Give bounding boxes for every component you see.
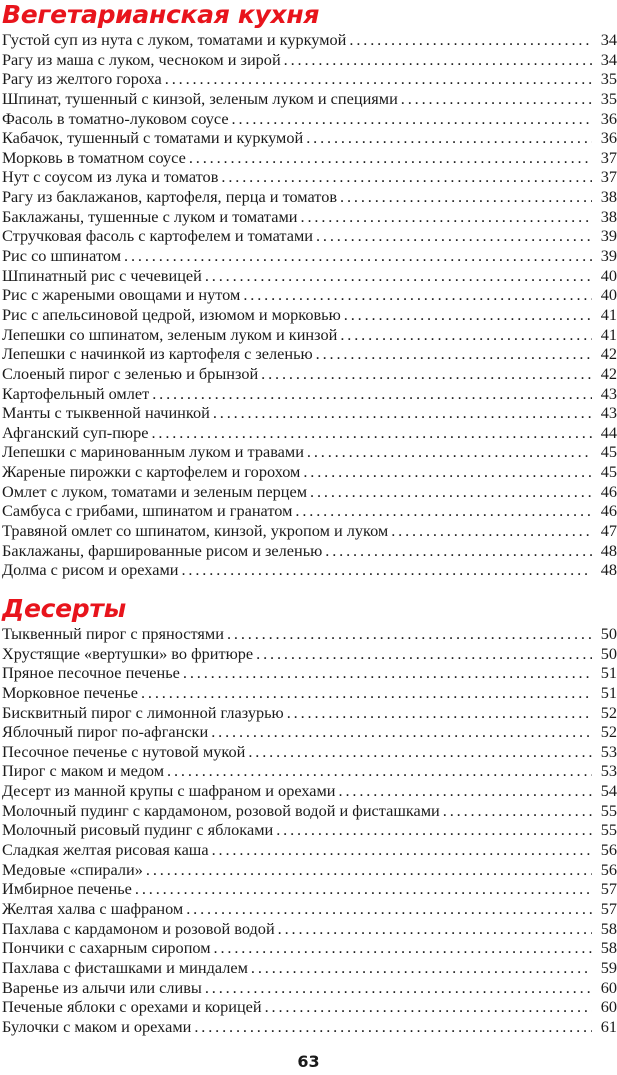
toc-entry-page: 58 — [600, 918, 617, 938]
toc-entry-title: Пахлава с кардамоном и розовой водой — [2, 918, 275, 938]
dot-leader — [146, 860, 592, 880]
toc-entry[interactable] — [0, 801, 617, 821]
toc-entry-page: 34 — [600, 49, 617, 69]
section-desserts — [0, 594, 617, 1036]
toc-entry-page: 43 — [600, 403, 617, 423]
toc-entry-page: 53 — [600, 741, 617, 761]
toc-list-vegetarian — [0, 30, 617, 580]
toc-entry-title: Молочный пудинг с кардамоном, розовой водой и фисташками — [2, 800, 440, 820]
dot-leader — [301, 207, 593, 227]
toc-list-desserts — [0, 624, 617, 1036]
toc-entry-title: Картофельный омлет — [2, 383, 150, 403]
toc-entry[interactable] — [0, 187, 617, 207]
toc-entry[interactable] — [0, 266, 617, 286]
toc-entry-title: Самбуса с грибами, шпинатом и гранатом — [2, 501, 293, 521]
toc-entry[interactable] — [0, 305, 617, 325]
toc-entry[interactable] — [0, 703, 617, 723]
toc-entry-title: Желтая халва с шафраном — [2, 898, 184, 918]
dot-leader — [214, 938, 592, 958]
toc-entry-page: 39 — [600, 226, 617, 246]
toc-entry-title: Афганский суп-пюре — [2, 422, 149, 442]
dot-leader — [251, 958, 592, 978]
toc-entry[interactable] — [0, 919, 617, 939]
toc-entry-page: 44 — [600, 422, 617, 442]
toc-entry-page: 34 — [600, 30, 617, 49]
toc-entry[interactable] — [0, 899, 617, 919]
toc-entry-page: 53 — [600, 761, 617, 781]
toc-entry-title: Кабачок, тушенный с томатами и куркумой — [2, 128, 304, 148]
toc-entry[interactable] — [0, 364, 617, 384]
toc-entry[interactable] — [0, 50, 617, 70]
toc-entry-page: 60 — [600, 997, 617, 1017]
page-number: 63 — [297, 1052, 320, 1071]
toc-entry-title: Нут с соусом из лука и томатов — [2, 167, 219, 187]
toc-entry[interactable] — [0, 501, 617, 521]
toc-entry-page: 55 — [600, 820, 617, 840]
toc-entry-page: 54 — [600, 781, 617, 801]
toc-entry-title: Рис со шпинатом — [2, 246, 122, 266]
toc-entry[interactable] — [0, 207, 617, 227]
dot-leader — [167, 761, 592, 781]
toc-entry[interactable] — [0, 30, 617, 50]
toc-entry-page: 36 — [600, 128, 617, 148]
toc-entry-page: 42 — [600, 363, 617, 383]
toc-entry-title: Омлет с луком, томатами и зеленым перцем — [2, 481, 308, 501]
toc-entry-title: Рагу из баклажанов, картофеля, перца и томатов — [2, 187, 338, 207]
toc-entry[interactable] — [0, 246, 617, 266]
toc-entry-title: Варенье из алычи или сливы — [2, 977, 202, 997]
toc-entry[interactable] — [0, 860, 617, 880]
toc-entry[interactable] — [0, 325, 617, 345]
toc-entry-title: Имбирное печенье — [2, 879, 132, 899]
section-title-desserts: Десерты — [2, 594, 126, 623]
dot-leader — [261, 364, 592, 384]
dot-leader — [232, 109, 592, 129]
toc-entry-title: Рагу из желтого гороха — [2, 69, 162, 89]
dot-leader — [205, 266, 592, 286]
dot-leader — [303, 462, 592, 482]
toc-entry-page: 50 — [600, 624, 617, 643]
toc-entry-page: 57 — [600, 879, 617, 899]
toc-entry-title: Лепешки со шпинатом, зеленым луком и кинзой — [2, 324, 338, 344]
toc-entry-title: Булочки с маком и орехами — [2, 1016, 192, 1036]
toc-entry-title: Жареные пирожки с картофелем и горохом — [2, 462, 301, 482]
toc-entry[interactable] — [0, 167, 617, 187]
toc-entry-title: Рагу из маша с луком, чесноком и зирой — [2, 49, 281, 69]
dot-leader — [339, 781, 592, 801]
toc-entry-title: Пахлава с фисташками и миндалем — [2, 957, 248, 977]
toc-entry-page: 48 — [600, 560, 617, 580]
toc-entry[interactable] — [0, 521, 617, 541]
toc-entry-title: Пирог с маком и медом — [2, 761, 165, 781]
toc-entry-page: 35 — [600, 88, 617, 108]
dot-leader — [344, 305, 592, 325]
toc-entry-page: 41 — [600, 304, 617, 324]
toc-entry-title: Рис с апельсиновой цедрой, изюмом и морковью — [2, 304, 341, 324]
toc-entry-page: 45 — [600, 442, 617, 462]
dot-leader — [212, 840, 592, 860]
dot-leader — [189, 148, 592, 168]
dot-leader — [276, 820, 592, 840]
dot-leader — [227, 624, 592, 644]
toc-entry-title: Шпинатный рис с чечевицей — [2, 265, 202, 285]
toc-entry-page: 58 — [600, 938, 617, 958]
dot-leader — [325, 541, 592, 561]
toc-entry[interactable] — [0, 997, 617, 1017]
dot-leader — [443, 801, 592, 821]
toc-entry[interactable] — [0, 482, 617, 502]
toc-entry-page: 61 — [600, 1016, 617, 1036]
toc-entry-title: Баклажаны, тушенные с луком и томатами — [2, 206, 298, 226]
dot-leader — [349, 30, 592, 50]
toc-entry-page: 41 — [600, 324, 617, 344]
toc-entry-title: Пряное песочное печенье — [2, 663, 180, 683]
toc-entry[interactable] — [0, 344, 617, 364]
dot-leader — [401, 89, 592, 109]
toc-entry-page: 35 — [600, 69, 617, 89]
toc-entry-title: Пончики с сахарным сиропом — [2, 938, 211, 958]
toc-entry[interactable] — [0, 879, 617, 899]
toc-entry-title: Лепешки с маринованным луком и травами — [2, 442, 304, 462]
dot-leader — [194, 1017, 592, 1037]
toc-entry-title: Десерт из манной крупы с шафраном и орехами — [2, 781, 336, 801]
dot-leader — [295, 501, 592, 521]
toc-entry-page: 46 — [600, 501, 617, 521]
toc-entry-page: 37 — [600, 167, 617, 187]
toc-entry-title: Хрустящие «вертушки» во фритюре — [2, 643, 254, 663]
toc-entry-title: Печеные яблоки с орехами и корицей — [2, 997, 262, 1017]
toc-entry[interactable] — [0, 403, 617, 423]
toc-entry-page: 36 — [600, 108, 617, 128]
toc-entry-page: 40 — [600, 265, 617, 285]
toc-entry-page: 52 — [600, 722, 617, 742]
toc-entry-title: Слоеный пирог с зеленью и брынзой — [2, 363, 259, 383]
toc-entry-title: Баклажаны, фаршированные рисом и зеленью — [2, 540, 323, 560]
toc-entry-title: Молочный рисовый пудинг с яблоками — [2, 820, 274, 840]
toc-entry-title: Медовые «спирали» — [2, 859, 143, 879]
toc-entry-title: Яблочный пирог по-афгански — [2, 722, 209, 742]
toc-entry-page: 46 — [600, 481, 617, 501]
toc-entry[interactable] — [0, 958, 617, 978]
toc-entry-title: Песочное печенье с нутовой мукой — [2, 741, 246, 761]
toc-entry-page: 38 — [600, 187, 617, 207]
dot-leader — [186, 899, 592, 919]
toc-entry-title: Манты с тыквенной начинкой — [2, 403, 210, 423]
dot-leader — [391, 521, 592, 541]
dot-leader — [221, 167, 592, 187]
toc-entry-title: Густой суп из нута с луком, томатами и куркумой — [2, 30, 347, 49]
toc-entry-page: 55 — [600, 800, 617, 820]
toc-entry-title: Сладкая желтая рисовая каша — [2, 840, 209, 860]
toc-entry-title: Морковное печенье — [2, 682, 138, 702]
toc-entry[interactable] — [0, 541, 617, 561]
dot-leader — [183, 663, 592, 683]
toc-entry[interactable] — [0, 560, 617, 580]
toc-entry-page: 42 — [600, 344, 617, 364]
dot-leader — [141, 683, 592, 703]
toc-entry-page: 38 — [600, 206, 617, 226]
toc-entry-page: 45 — [600, 462, 617, 482]
dot-leader — [165, 69, 592, 89]
toc-entry-title: Морковь в томатном соусе — [2, 147, 186, 167]
toc-entry-title: Шпинат, тушенный с кинзой, зеленым луком и специями — [2, 88, 398, 108]
toc-entry[interactable] — [0, 69, 617, 89]
toc-entry-title: Лепешки с начинкой из картофеля с зеленью — [2, 344, 313, 364]
dot-leader — [151, 423, 592, 443]
toc-entry[interactable] — [0, 938, 617, 958]
toc-entry[interactable] — [0, 761, 617, 781]
toc-entry-page: 37 — [600, 147, 617, 167]
dot-leader — [135, 879, 592, 899]
toc-entry-title: Рис с жареными овощами и нутом — [2, 285, 241, 305]
toc-entry-page: 57 — [600, 898, 617, 918]
dot-leader — [284, 50, 592, 70]
dot-leader — [310, 482, 592, 502]
toc-entry[interactable] — [0, 781, 617, 801]
toc-entry[interactable] — [0, 423, 617, 443]
toc-entry-title: Бисквитный пирог с лимонной глазурью — [2, 702, 284, 722]
dot-leader — [248, 742, 592, 762]
dot-leader — [265, 997, 592, 1017]
toc-entry[interactable] — [0, 978, 617, 998]
toc-entry-page: 50 — [600, 643, 617, 663]
toc-entry-page: 59 — [600, 957, 617, 977]
toc-entry[interactable] — [0, 742, 617, 762]
toc-entry[interactable] — [0, 722, 617, 742]
toc-entry-page: 52 — [600, 702, 617, 722]
toc-entry-title: Травяной омлет со шпинатом, кинзой, укропом и луком — [2, 521, 389, 541]
toc-entry[interactable] — [0, 683, 617, 703]
toc-entry[interactable] — [0, 462, 617, 482]
toc-entry-title: Стручковая фасоль с картофелем и томатами — [2, 226, 313, 246]
dot-leader — [316, 344, 592, 364]
toc-entry[interactable] — [0, 624, 617, 644]
dot-leader — [211, 722, 592, 742]
toc-entry[interactable] — [0, 820, 617, 840]
toc-entry-page: 56 — [600, 859, 617, 879]
toc-entry[interactable] — [0, 285, 617, 305]
toc-entry-page: 51 — [600, 663, 617, 683]
toc-entry-title: Фасоль в томатно-луковом соусе — [2, 108, 229, 128]
toc-entry-page: 43 — [600, 383, 617, 403]
toc-entry[interactable] — [0, 644, 617, 664]
toc-entry[interactable] — [0, 226, 617, 246]
toc-entry[interactable] — [0, 148, 617, 168]
toc-entry-page: 51 — [600, 682, 617, 702]
dot-leader — [316, 226, 592, 246]
dot-leader — [340, 187, 592, 207]
dot-leader — [213, 403, 592, 423]
dot-leader — [243, 285, 592, 305]
dot-leader — [287, 703, 592, 723]
toc-entry-title: Долма с рисом и орехами — [2, 560, 179, 580]
dot-leader — [340, 325, 592, 345]
dot-leader — [278, 919, 592, 939]
toc-entry[interactable] — [0, 663, 617, 683]
dot-leader — [205, 978, 592, 998]
toc-entry[interactable] — [0, 840, 617, 860]
toc-entry[interactable] — [0, 128, 617, 148]
toc-entry-page: 47 — [600, 521, 617, 541]
section-title-vegetarian: Вегетарианская кухня — [2, 0, 320, 29]
toc-entry-page: 56 — [600, 840, 617, 860]
toc-entry-page: 60 — [600, 977, 617, 997]
dot-leader — [307, 442, 592, 462]
toc-entry[interactable] — [0, 1017, 617, 1037]
toc-entry-page: 39 — [600, 246, 617, 266]
dot-leader — [152, 384, 592, 404]
toc-entry[interactable] — [0, 89, 617, 109]
dot-leader — [124, 246, 592, 266]
toc-entry[interactable] — [0, 109, 617, 129]
toc-entry-title: Тыквенный пирог с пряностями — [2, 624, 224, 643]
toc-entry-page: 40 — [600, 285, 617, 305]
dot-leader — [306, 128, 592, 148]
dot-leader — [256, 644, 592, 664]
dot-leader — [181, 560, 592, 580]
toc-entry[interactable] — [0, 442, 617, 462]
toc-entry-page: 48 — [600, 540, 617, 560]
toc-entry[interactable] — [0, 384, 617, 404]
